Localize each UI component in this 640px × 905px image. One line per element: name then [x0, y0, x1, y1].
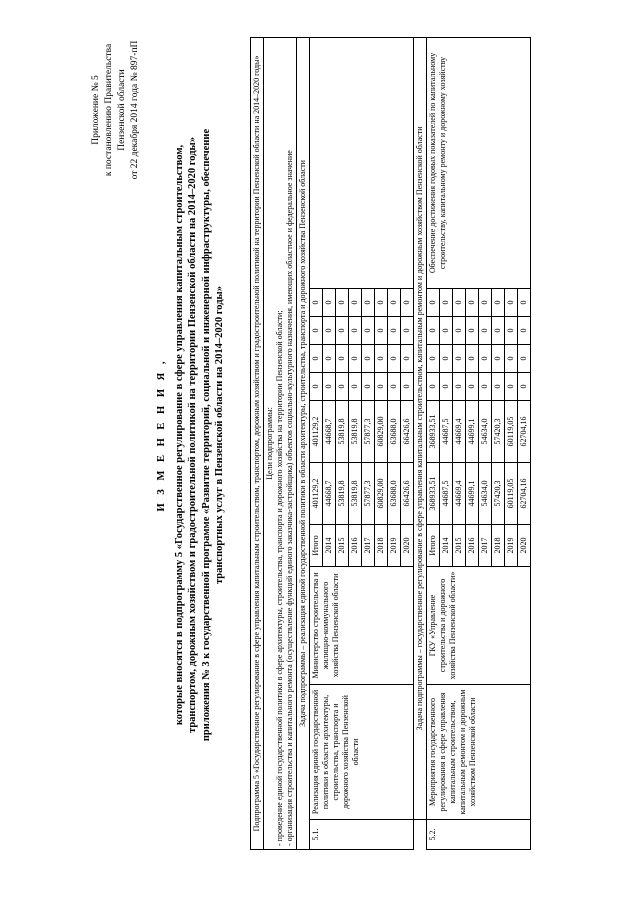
value-cell: 0: [440, 289, 453, 317]
value-cell: 0: [505, 373, 518, 401]
table-row: [427, 37, 440, 849]
value-cell: 0: [479, 317, 492, 345]
value-cell: 0: [492, 345, 505, 373]
year-cell: 2018: [375, 525, 388, 567]
value-cell: 53819,8: [349, 401, 362, 463]
value-cell: 44668,7: [323, 401, 336, 463]
value-cell: 0: [492, 317, 505, 345]
value-cell: 0: [362, 317, 375, 345]
document-title: [155, 55, 227, 815]
value-cell: 0: [323, 373, 336, 401]
value-cell: 0: [362, 373, 375, 401]
value-cell: 60829,00: [375, 401, 388, 463]
total-cell: 57877,3: [362, 463, 375, 525]
goals-title: Цели подпрограммы:: [265, 407, 274, 480]
value-cell: 0: [375, 373, 388, 401]
measure-name: Мероприятия государственного регулирования в сфере управления капитальным строительством, капитальным ремонтом и дорожным хозяйством Пензенской области: [427, 685, 531, 820]
value-cell: 0: [505, 345, 518, 373]
value-cell: 0: [466, 345, 479, 373]
year-cell: 2016: [466, 525, 479, 567]
value-cell: 0: [518, 317, 531, 345]
title-line-4: транспортных услуг в Пензенской области на 2014–2020 годы»: [214, 286, 225, 584]
year-cell: 2017: [362, 525, 375, 567]
value-cell: 54634,0: [479, 401, 492, 463]
value-cell: 44699,1: [466, 401, 479, 463]
total-cell: 66426,6: [401, 463, 414, 525]
result-cell: Обеспечение достижения годовых показателей по капитальному строительству, капитальному ремонту и дорожному хозяйству: [427, 37, 531, 288]
value-cell: 0: [310, 373, 323, 401]
row-number: 5.2.: [427, 820, 531, 850]
year-cell: 2020: [518, 525, 531, 567]
table-body: [251, 37, 531, 849]
task-2: Задача подпрограммы – государственное регулирование в сфере управления капитальным строительством, капитальным ремонтом и дорожным хозяйством Пензенской области: [414, 37, 427, 819]
value-cell: 0: [466, 373, 479, 401]
value-cell: 0: [505, 289, 518, 317]
total-cell: 44669,4: [453, 463, 466, 525]
value-cell: 0: [427, 317, 440, 345]
value-cell: 0: [427, 345, 440, 373]
value-cell: 0: [310, 345, 323, 373]
title-line-2: транспортом, дорожным хозяйством и градостроительной политикой на территории Пензенской области на 2014–2020 годы»: [187, 137, 198, 733]
value-cell: 0: [362, 345, 375, 373]
value-cell: 0: [349, 317, 362, 345]
total-cell: 53819,8: [349, 463, 362, 525]
value-cell: 0: [479, 345, 492, 373]
value-cell: 0: [349, 345, 362, 373]
value-cell: 0: [310, 289, 323, 317]
value-cell: 0: [349, 289, 362, 317]
year-cell: Итого: [427, 525, 440, 567]
goal-1: - проведение единой государственной политики в сфере архитектуры, строительства, транспорта и дорожного хозяйства на территории Пензенской области;: [275, 310, 284, 846]
measure-name: Реализация единой государственной политики в области архитектуры, строительства, транспорта и дорожного хозяйства Пензенской области: [310, 685, 414, 820]
total-cell: 62704,16: [518, 463, 531, 525]
value-cell: 0: [375, 317, 388, 345]
appendix-block: [90, 30, 142, 190]
value-cell: 62704,16: [518, 401, 531, 463]
value-cell: 0: [401, 317, 414, 345]
year-cell: 2014: [440, 525, 453, 567]
total-cell: 401129,2: [310, 463, 323, 525]
total-cell: 368933,51: [427, 463, 440, 525]
value-cell: 66426,6: [401, 401, 414, 463]
year-cell: 2019: [388, 525, 401, 567]
value-cell: 0: [323, 317, 336, 345]
year-cell: 2015: [453, 525, 466, 567]
value-cell: 57420,3: [492, 401, 505, 463]
value-cell: 0: [336, 289, 349, 317]
total-cell: 44687,5: [440, 463, 453, 525]
value-cell: 0: [453, 373, 466, 401]
year-cell: 2014: [323, 525, 336, 567]
goals-row: [264, 37, 297, 849]
task-row-2: [414, 37, 427, 849]
task-row-1: [297, 37, 310, 849]
value-cell: 0: [401, 289, 414, 317]
result-cell: [310, 37, 414, 288]
value-cell: 57877,3: [362, 401, 375, 463]
total-cell: 57420,3: [492, 463, 505, 525]
value-cell: 0: [466, 317, 479, 345]
value-cell: 0: [479, 373, 492, 401]
value-cell: 0: [336, 345, 349, 373]
value-cell: 0: [453, 317, 466, 345]
value-cell: 0: [362, 289, 375, 317]
year-cell: 2019: [505, 525, 518, 567]
value-cell: 0: [479, 289, 492, 317]
value-cell: 0: [492, 289, 505, 317]
value-cell: 401129,2: [310, 401, 323, 463]
subprogram-header: Подпрограмма 5 «Государственное регулирование в сфере управления капитальным строительством, транспортом, дорожным хозяйством и градостроительной политикой на территории Пензенской области на 2014–2020 годы»: [251, 37, 264, 849]
value-cell: 0: [336, 373, 349, 401]
value-cell: 0: [453, 345, 466, 373]
total-cell: 63688,0: [388, 463, 401, 525]
value-cell: 0: [440, 345, 453, 373]
appendix-line-4: от 22 декабря 2014 года № 897-пП: [130, 40, 140, 180]
value-cell: 0: [492, 373, 505, 401]
task-1: Задача подпрограммы – реализация единой государственной политики в области архитектуры, строительства, транспорта и дорожного хозяйства Пензенской области: [297, 37, 310, 849]
value-cell: 0: [375, 345, 388, 373]
changes-table: [250, 37, 531, 850]
value-cell: 53819,8: [336, 401, 349, 463]
year-cell: Итого: [310, 525, 323, 567]
value-cell: 0: [427, 289, 440, 317]
goals-cell: [264, 37, 297, 849]
year-cell: 2016: [349, 525, 362, 567]
year-cell: 2020: [401, 525, 414, 567]
total-cell: 60829,00: [375, 463, 388, 525]
value-cell: 0: [388, 289, 401, 317]
value-cell: 0: [453, 289, 466, 317]
value-cell: 0: [401, 373, 414, 401]
appendix-line-3: Пензенской области: [117, 69, 127, 151]
value-cell: 0: [518, 345, 531, 373]
value-cell: 0: [427, 373, 440, 401]
value-cell: 0: [375, 289, 388, 317]
total-cell: 44699,1: [466, 463, 479, 525]
title-heading: И З М Е Н Е Н И Я ,: [156, 358, 167, 512]
row-number: 5.1.: [310, 820, 414, 850]
executor: ГКУ «Управление строительства и дорожного хозяйства Пензенской области»: [427, 567, 531, 685]
value-cell: 0: [401, 345, 414, 373]
value-cell: 0: [466, 289, 479, 317]
value-cell: 44669,4: [453, 401, 466, 463]
goal-2: - организация строительства и капитального ремонта (осуществление функций единого заказчика-застройщика) объектов социально-культурного назначения, имеющих областное и федеральное значение: [285, 150, 294, 846]
year-cell: 2015: [336, 525, 349, 567]
value-cell: 44687,5: [440, 401, 453, 463]
total-cell: 60119,05: [505, 463, 518, 525]
value-cell: 0: [518, 289, 531, 317]
value-cell: 0: [505, 317, 518, 345]
year-cell: 2017: [479, 525, 492, 567]
value-cell: 0: [323, 289, 336, 317]
value-cell: 0: [388, 345, 401, 373]
total-cell: 44668,7: [323, 463, 336, 525]
year-cell: 2018: [492, 525, 505, 567]
appendix-line-1: Приложение № 5: [91, 75, 101, 145]
value-cell: 0: [349, 373, 362, 401]
executor: Министерство строительства и жилищно-коммунального хозяйства Пензенской области: [310, 567, 414, 685]
title-line-1: которые вносятся в подпрограмму 5 «Государственное регулирование в сфере управления капитальным строительством,: [173, 144, 185, 726]
value-cell: 368933,51: [427, 401, 440, 463]
value-cell: 0: [440, 317, 453, 345]
value-cell: 0: [388, 373, 401, 401]
value-cell: 0: [440, 373, 453, 401]
total-cell: 53819,8: [336, 463, 349, 525]
value-cell: 0: [310, 317, 323, 345]
value-cell: 0: [388, 317, 401, 345]
value-cell: 0: [323, 345, 336, 373]
table-row: [310, 37, 323, 849]
value-cell: 60119,05: [505, 401, 518, 463]
value-cell: 63688,0: [388, 401, 401, 463]
value-cell: 0: [518, 373, 531, 401]
value-cell: 0: [336, 317, 349, 345]
appendix-line-2: к постановлению Правительства: [104, 43, 114, 177]
subprogram-header-row: [251, 37, 264, 849]
title-line-3: приложения № 3 к государственной программе «Развитие территорий, социальной и инженерной инфраструктуры, обеспечение: [200, 128, 212, 742]
total-cell: 54634,0: [479, 463, 492, 525]
